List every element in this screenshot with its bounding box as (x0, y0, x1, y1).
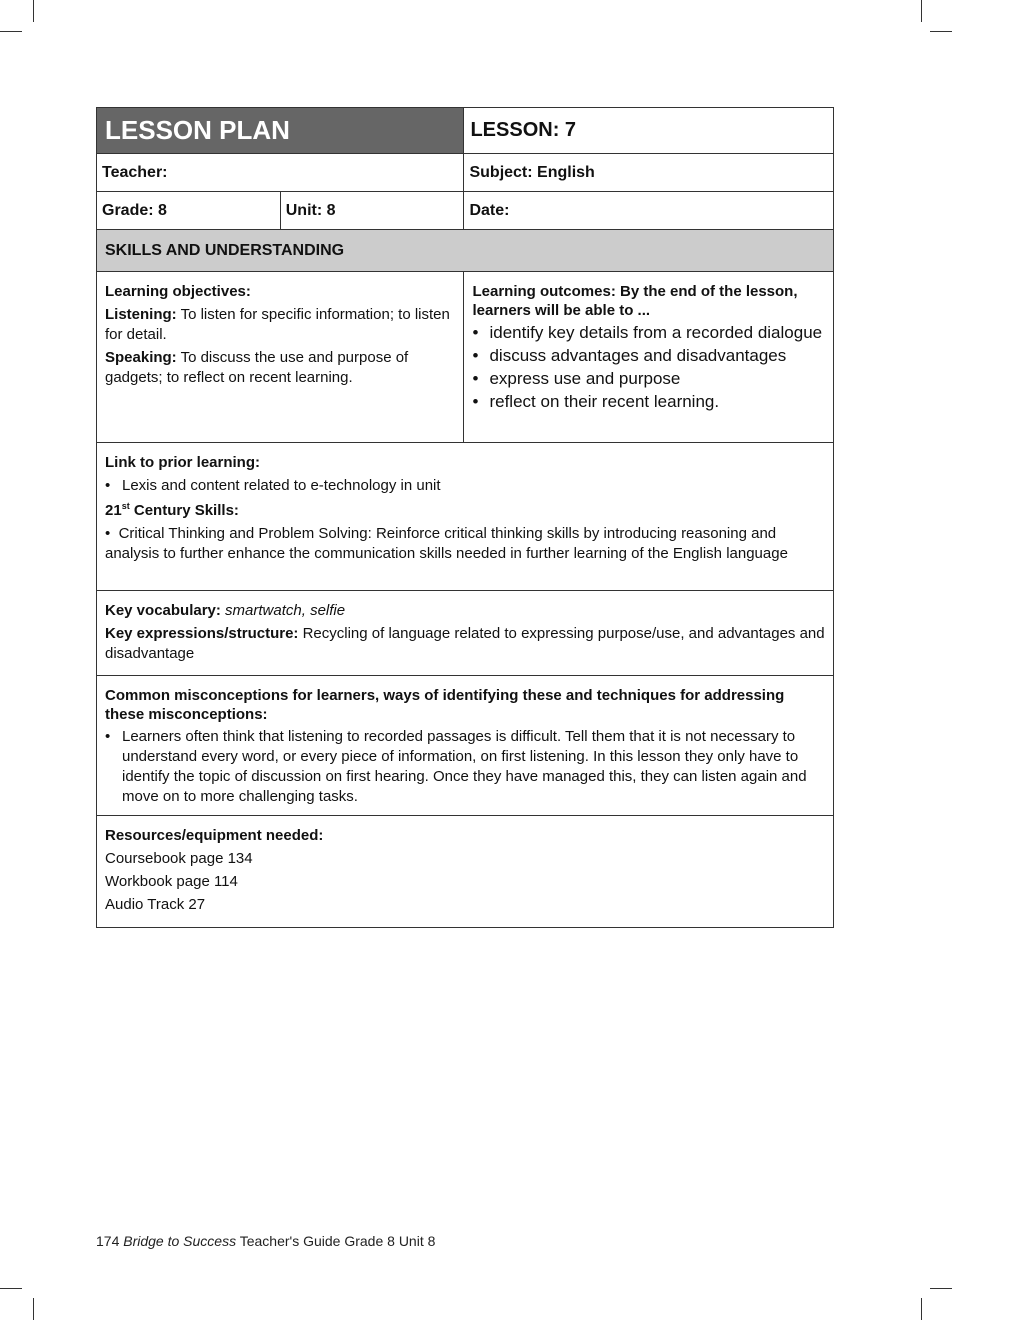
speaking-text: To discuss the use and purpose of gadgets; to reflect on recent learning. (105, 349, 409, 386)
resource-item: Workbook page 114 (105, 873, 238, 890)
outcome-item: • reflect on their recent learning. (472, 392, 825, 412)
misconceptions-heading: Common misconceptions for learners, ways of identifying these and techniques for addressing these misconceptions: (105, 687, 785, 723)
outcome-item: • discuss advantages and disadvantages (472, 346, 825, 366)
lesson-number: LESSON: 7 (464, 108, 834, 154)
misconceptions (97, 676, 834, 816)
resources-heading: Resources/equipment needed: (105, 827, 324, 844)
vocabulary (97, 591, 834, 676)
crop-mark (0, 1288, 22, 1289)
teacher-field: Teacher: (97, 154, 464, 192)
vocab-label: Key vocabulary: (105, 602, 221, 619)
crop-mark (930, 31, 952, 32)
crop-mark (921, 0, 922, 22)
book-title: Bridge to Success (123, 1233, 237, 1249)
outcomes-heading: Learning outcomes: By the end of the lesson, learners will be able to ... (472, 283, 798, 319)
resource-item: Audio Track 27 (105, 896, 206, 913)
century-skills-item: • Critical Thinking and Problem Solving: Reinforce critical thinking skills by introducing reasoning and analysis to further enhance the communication skills needed in further learning of the English language (105, 525, 788, 562)
crop-mark (33, 0, 34, 22)
expressions-label: Key expressions/structure: (105, 625, 299, 642)
grade-field: Grade: 8 (97, 192, 281, 230)
page-number: 174 (96, 1233, 120, 1249)
skills-heading: SKILLS AND UNDERSTANDING (97, 230, 834, 272)
prior-learning (97, 443, 834, 591)
listening-text: To listen for specific information; to listen for detail. (105, 306, 450, 343)
outcome-item: • identify key details from a recorded dialogue (472, 323, 825, 343)
date-field: Date: (464, 192, 834, 230)
learning-objectives (97, 272, 464, 443)
outcome-item: • express use and purpose (472, 369, 825, 389)
vocab-text: smartwatch, selfie (220, 602, 346, 619)
subject-field: Subject: English (464, 154, 834, 192)
page-footer (96, 1233, 435, 1249)
crop-mark (921, 1298, 922, 1320)
lesson-plan-title: LESSON PLAN (97, 108, 464, 154)
footer-text: Teacher's Guide Grade 8 Unit 8 (236, 1233, 436, 1249)
prior-heading: Link to prior learning: (105, 454, 261, 471)
crop-mark (0, 31, 22, 32)
objectives-heading: Learning objectives: (105, 283, 251, 300)
learning-outcomes (464, 272, 834, 443)
expressions-text: Recycling of language related to expressing purpose/use, and advantages and disadvantage (105, 625, 825, 662)
prior-item: • Lexis and content related to e-technology in unit (105, 476, 825, 496)
unit-field: Unit: 8 (280, 192, 464, 230)
century-skills-heading: 21st Century Skills: (105, 501, 239, 519)
misconception-item: • Learners often think that listening to recorded passages is difficult. Tell them that it is not necessary to understand every word, or every piece of information, on first listening. In this lesson they only have to identify the topic of discussion on first hearing. Once they have managed this, they can listen again and move on to more challenging tasks. (105, 727, 825, 807)
crop-mark (33, 1298, 34, 1320)
lesson-plan-table (96, 107, 834, 928)
resources (97, 816, 834, 928)
listening-label: Listening: (105, 306, 177, 323)
crop-mark (930, 1288, 952, 1289)
speaking-label: Speaking: (105, 349, 177, 366)
resource-item: Coursebook page 134 (105, 850, 253, 867)
